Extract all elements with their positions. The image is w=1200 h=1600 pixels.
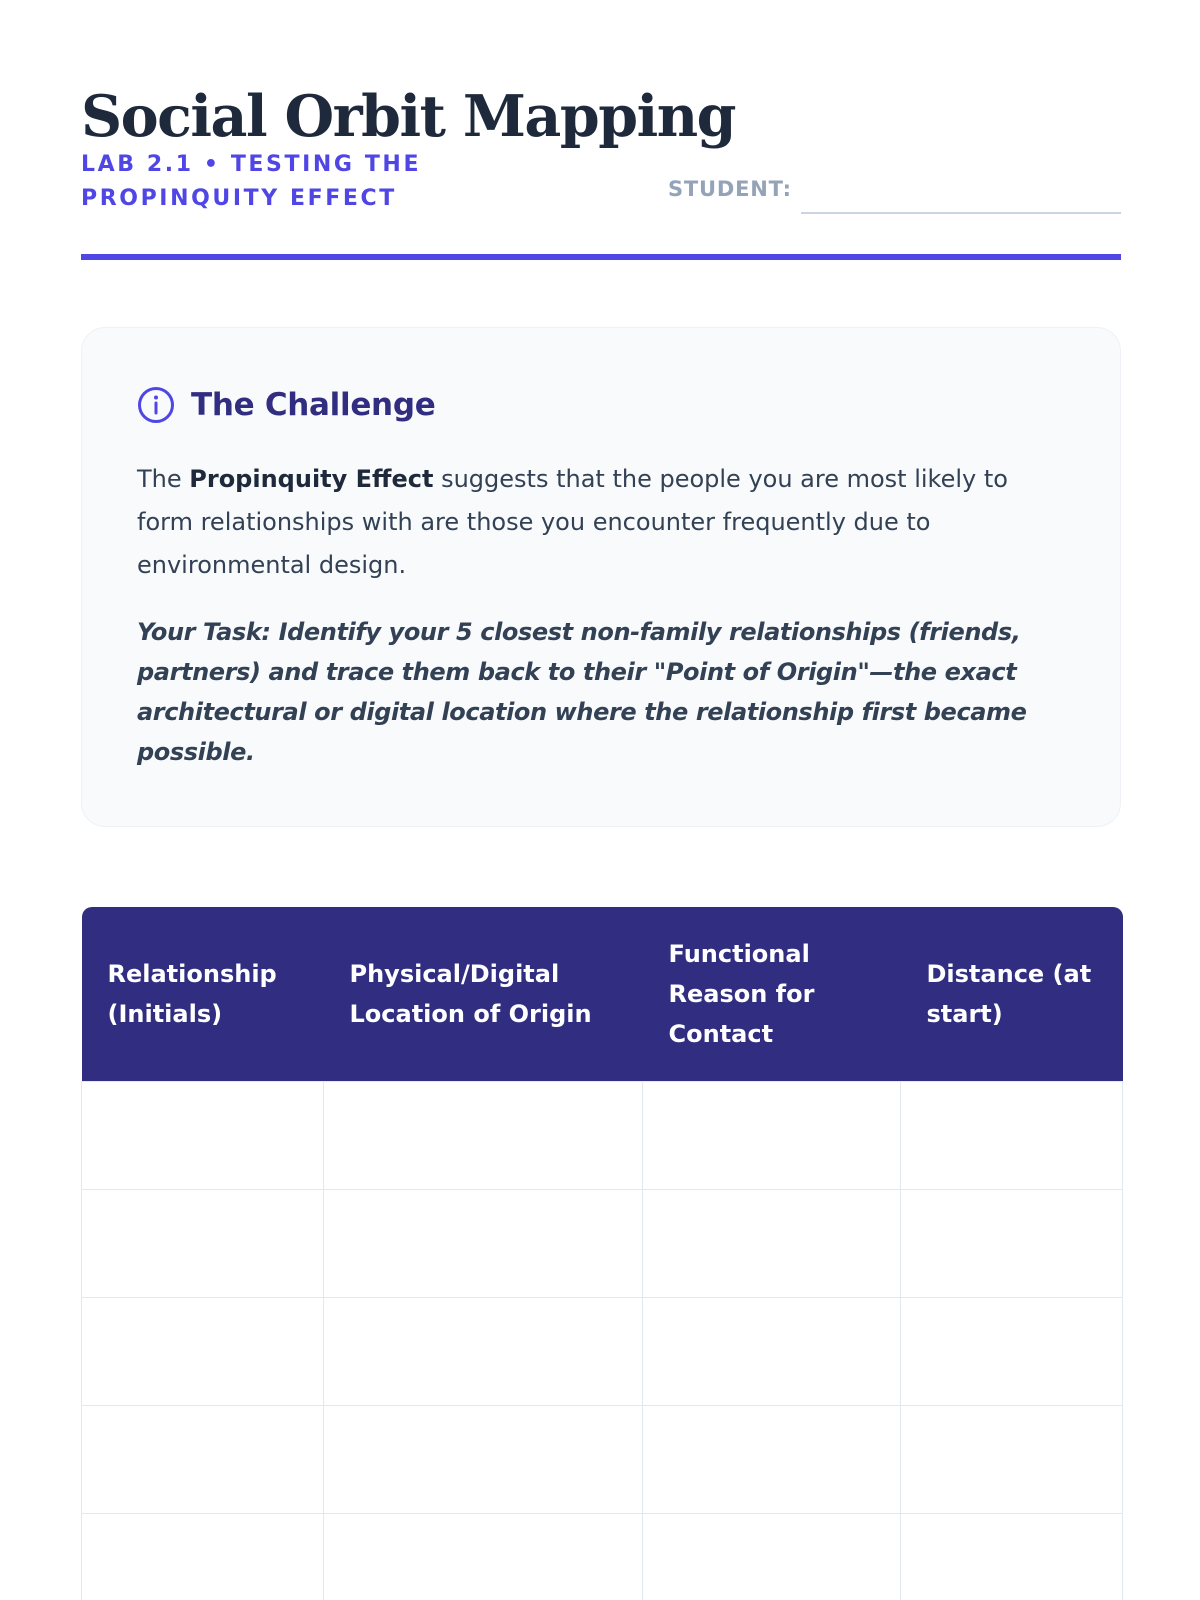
column-header-distance: Distance (at start) bbox=[901, 907, 1123, 1081]
cell-distance[interactable] bbox=[901, 1189, 1123, 1297]
relationship-table bbox=[81, 907, 1123, 1600]
cell-distance[interactable] bbox=[901, 1513, 1123, 1600]
body-prefix: The bbox=[137, 465, 190, 493]
cell-reason[interactable] bbox=[643, 1081, 901, 1189]
challenge-card bbox=[81, 327, 1121, 827]
challenge-description bbox=[137, 458, 1067, 587]
table-row bbox=[82, 1081, 1123, 1189]
cell-distance[interactable] bbox=[901, 1405, 1123, 1513]
page-title: Social Orbit Mapping bbox=[81, 83, 736, 150]
column-header-location: Physical/Digital Location of Origin bbox=[324, 907, 643, 1081]
challenge-title: The Challenge bbox=[191, 387, 436, 423]
page-header bbox=[81, 82, 1121, 262]
info-icon bbox=[137, 386, 175, 424]
cell-relationship[interactable] bbox=[82, 1189, 324, 1297]
header-divider bbox=[81, 254, 1121, 260]
column-header-reason: Functional Reason for Contact bbox=[643, 907, 901, 1081]
cell-relationship[interactable] bbox=[82, 1297, 324, 1405]
cell-reason[interactable] bbox=[643, 1189, 901, 1297]
cell-relationship[interactable] bbox=[82, 1405, 324, 1513]
table-row bbox=[82, 1297, 1123, 1405]
student-name-field[interactable] bbox=[801, 212, 1121, 214]
student-label: STUDENT: bbox=[668, 177, 792, 201]
cell-location[interactable] bbox=[324, 1189, 643, 1297]
task-instructions: Your Task: Identify your 5 closest non-family relationships (friends, partners) and trace them back to their "Point of Origin"—the exact architectural or digital location where the relationship first became possible. bbox=[137, 618, 1027, 766]
cell-distance[interactable] bbox=[901, 1297, 1123, 1405]
cell-location[interactable] bbox=[324, 1081, 643, 1189]
table-row bbox=[82, 1189, 1123, 1297]
lab-subtitle: LAB 2.1 • TESTING THE PROPINQUITY EFFECT bbox=[81, 152, 422, 211]
body-suffix: suggests that the people you are most likely to form relationships with are those you encounter frequently due to environmental design. bbox=[137, 465, 1008, 579]
cell-location[interactable] bbox=[324, 1513, 643, 1600]
table-header-row bbox=[82, 907, 1123, 1081]
cell-relationship[interactable] bbox=[82, 1081, 324, 1189]
challenge-heading bbox=[137, 386, 435, 424]
relationship-table-wrap bbox=[81, 907, 1122, 1600]
cell-distance[interactable] bbox=[901, 1081, 1123, 1189]
cell-location[interactable] bbox=[324, 1297, 643, 1405]
cell-reason[interactable] bbox=[643, 1405, 901, 1513]
propinquity-term: Propinquity Effect bbox=[189, 465, 434, 493]
cell-relationship[interactable] bbox=[82, 1513, 324, 1600]
column-header-relationship: Relationship (Initials) bbox=[82, 907, 324, 1081]
cell-reason[interactable] bbox=[643, 1513, 901, 1600]
cell-location[interactable] bbox=[324, 1405, 643, 1513]
table-row bbox=[82, 1405, 1123, 1513]
table-row bbox=[82, 1513, 1123, 1600]
cell-reason[interactable] bbox=[643, 1297, 901, 1405]
